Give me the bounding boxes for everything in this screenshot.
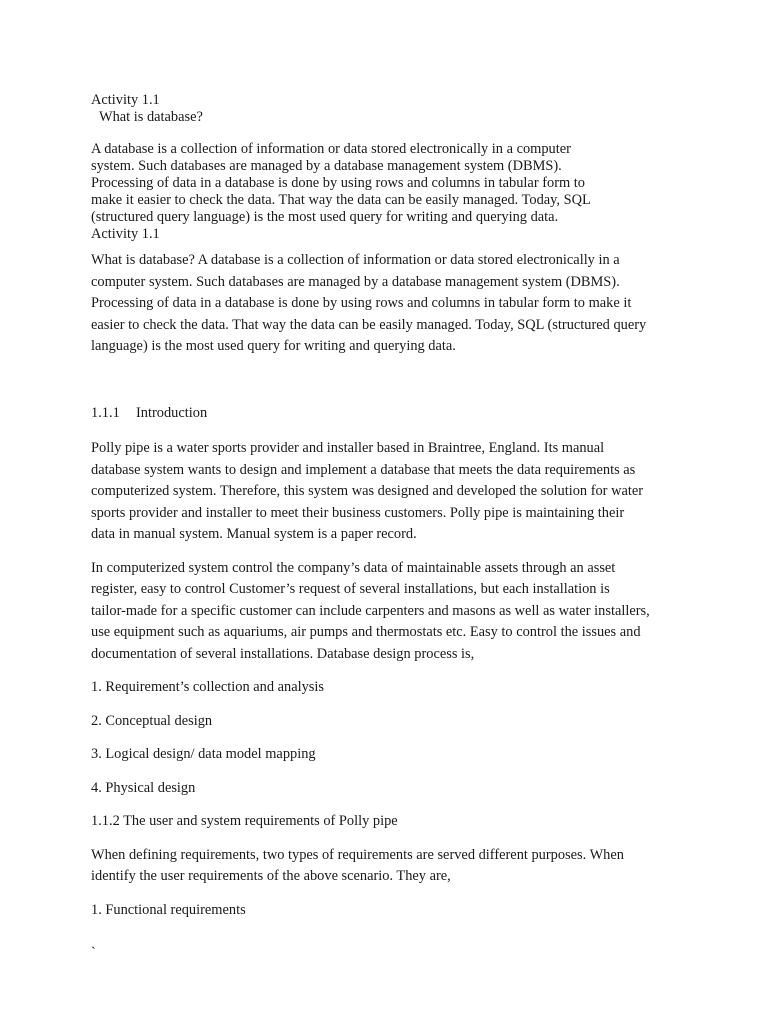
stray-character: `: [91, 945, 96, 961]
list-item: 1. Requirement’s collection and analysis: [91, 679, 324, 695]
body-line: Processing of data in a database is done by using rows and columns in tabular form to make it: [91, 295, 632, 311]
body-line: computer system. Such databases are managed by a database management system (DBMS).: [91, 273, 620, 290]
body-line: make it easier to check the data. That way the data can be easily managed. Today, SQL: [91, 192, 591, 208]
section-heading-requirements: [91, 811, 691, 833]
body-line: Polly pipe is a water sports provider and installer based in Braintree, England. Its manual: [91, 440, 605, 456]
list-item: 4. Physical design: [91, 779, 196, 796]
computerized-system-paragraph: [91, 558, 691, 666]
body-line: register, easy to control Customer’s request of several installations, but each installation is: [91, 581, 610, 597]
list-item: 2. Conceptual design: [91, 712, 213, 729]
section-title: 1.1.2 The user and system requirements of Polly pipe: [91, 813, 398, 829]
activity-block: [91, 92, 691, 243]
requirements-paragraph: [91, 845, 691, 888]
body-line: What is database? A database is a collection of information or data stored electronically in a: [91, 252, 620, 268]
body-line: use equipment such as aquariums, air pumps and thermostats etc. Easy to control the issues and: [91, 624, 641, 640]
design-steps-list: [91, 677, 691, 799]
section-number: 1.1.1: [91, 404, 120, 421]
requirements-list: [91, 900, 691, 922]
list-item: 3. Logical design/ data model mapping: [91, 746, 316, 762]
question-heading: What is database?: [99, 109, 203, 125]
body-line: computerized system. Therefore, this system was designed and developed the solution for water: [91, 483, 644, 499]
body-line: When defining requirements, two types of requirements are served different purposes. When: [91, 846, 624, 863]
stray-mark: [91, 943, 691, 965]
intro-paragraph: [91, 438, 691, 546]
body-line: A database is a collection of information or data stored electronically in a computer: [91, 141, 571, 157]
list-item: 1. Functional requirements: [91, 901, 246, 918]
body-line: data in manual system. Manual system is a paper record.: [91, 526, 417, 542]
document-page: [91, 92, 691, 965]
body-line: (structured query language) is the most used query for writing and querying data.: [91, 209, 559, 225]
body-line: system. Such databases are managed by a database management system (DBMS).: [91, 158, 562, 174]
definition-paragraph: [91, 250, 691, 358]
activity-label: Activity 1.1: [91, 92, 160, 108]
body-line: In computerized system control the company’s data of maintainable assets through an asset: [91, 559, 616, 576]
activity-label: Activity 1.1: [91, 226, 160, 242]
section-title: Introduction: [136, 404, 208, 421]
body-line: tailor-made for a specific customer can include carpenters and masons as well as water installers,: [91, 602, 650, 619]
body-line: Processing of data in a database is done by using rows and columns in tabular form to: [91, 175, 585, 191]
body-line: easier to check the data. That way the data can be easily managed. Today, SQL (structured query: [91, 316, 647, 333]
body-line: documentation of several installations. Database design process is,: [91, 645, 475, 662]
body-line: database system wants to design and implement a database that meets the data requirements as: [91, 461, 636, 478]
section-heading-introduction: [91, 403, 691, 425]
body-line: sports provider and installer to meet their business customers. Polly pipe is maintaining their: [91, 504, 625, 521]
body-line: language) is the most used query for writing and querying data.: [91, 338, 456, 354]
body-line: identify the user requirements of the above scenario. They are,: [91, 868, 451, 884]
